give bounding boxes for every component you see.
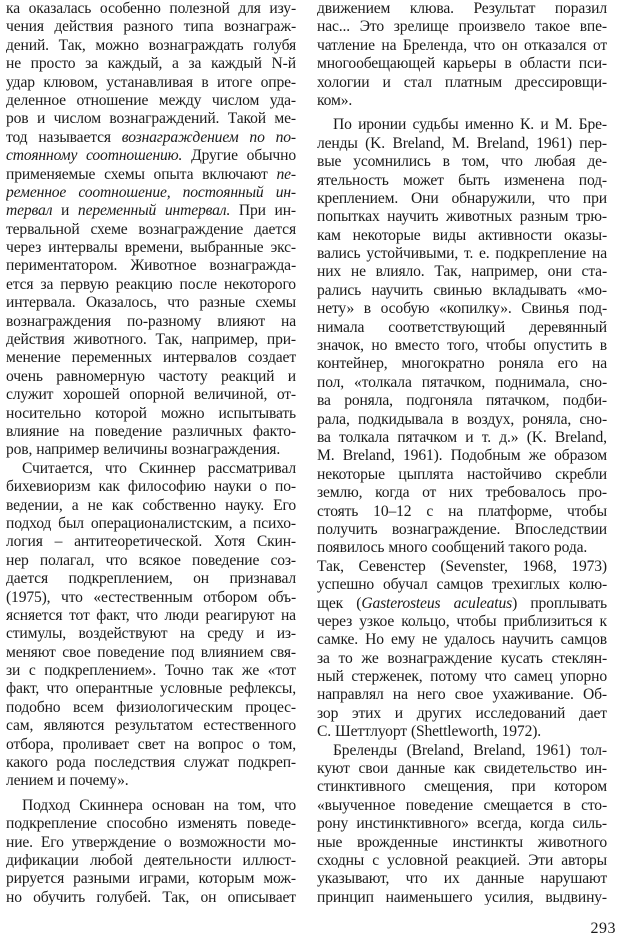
text-line: ва толкала пятачком и т. д.» (K. Breland, xyxy=(317,428,607,446)
text-line: применяемые схемы опыта включают пе- xyxy=(6,165,296,183)
text-line: зор этих и других исследований дает xyxy=(317,704,607,722)
text-line: нас... Это зрелище произвело такое впе- xyxy=(317,18,607,36)
text-line: щек (Gasterosteus aculeatus) проплывать xyxy=(317,594,607,612)
text-line: попытках научить животных разным трю- xyxy=(317,208,607,226)
text-line: M. Breland, 1961). Подобным же образом xyxy=(317,447,607,465)
text-line: деленное отношение между числом уда- xyxy=(6,91,296,109)
text-line: сходны с условной реакцией. Эти авторы xyxy=(317,851,607,869)
text-line: тервальной схеме вознаграждение дается xyxy=(6,220,296,238)
text-line: тод называется вознаграждением по по- xyxy=(6,128,296,146)
text-line: ком». xyxy=(317,91,353,109)
text-line: какого рода последствия служат подкреп- xyxy=(6,754,296,772)
text-line: подход был операционалистским, а психо- xyxy=(6,514,296,532)
text-line: самке. Но ему не удалось научить самцов xyxy=(317,631,607,649)
text-line: пол, «толкала пятачком, поднимала, сно- xyxy=(317,373,607,391)
text-line: ясняется тот факт, что люди реагируют на xyxy=(6,606,296,624)
text-line: многообещающей карьеры в области пси- xyxy=(317,55,607,73)
text-line: нету» в особую «копилку». Свинья под- xyxy=(317,300,607,318)
text-line: удар клювом, устанавливая в итоге опре- xyxy=(6,73,296,91)
text-line: ров и числом вознаграждений. Такой ме- xyxy=(6,110,296,128)
text-line: сам, являются результатом естественного xyxy=(6,717,296,735)
text-line: влияние на поведение различных факто- xyxy=(6,422,296,440)
text-line: хологии и стал платным дрессировщи- xyxy=(317,73,607,91)
text-line: кам некоторые виды активности оказы- xyxy=(317,226,607,244)
text-line: ка оказалась особенно полезной для изу- xyxy=(6,0,296,17)
text-line: рону инстинктивного» всегда, когда силь- xyxy=(317,815,607,833)
text-line: ятельность может быть изменена под- xyxy=(317,171,607,189)
text-line: бихевиоризм как философию науки о по- xyxy=(6,478,296,496)
text-line: меняют свое поведение под влиянием свя- xyxy=(6,643,296,661)
text-line: вознаграждения по-разному влияют на xyxy=(6,312,296,330)
text-line: интервала. Оказалось, что разные схемы xyxy=(6,294,296,312)
text-line: ется за первую реакцию после некоторого xyxy=(6,275,296,293)
right-text-column xyxy=(317,0,607,905)
text-line: служит хорошей опорной величиной, от- xyxy=(6,386,296,404)
text-line: тервал и переменный интервал. При ин- xyxy=(6,202,296,220)
text-line: креплением. Они обнаружили, что при xyxy=(317,189,607,207)
text-line: вые усомнились в том, что любая де- xyxy=(317,153,607,171)
text-line: подкрепление способно изменять поведе- xyxy=(6,815,296,833)
text-line: стоянному соотношению. Другие обычно xyxy=(6,147,296,165)
text-line: Подход Скиннера основан на том, что xyxy=(22,796,296,814)
text-line: ленды (K. Breland, M. Breland, 1961) пер- xyxy=(317,134,607,152)
text-line: зи с подкреплением». Точно так же «тот xyxy=(6,662,296,680)
text-line: направлял на него свое ухаживание. Об- xyxy=(317,686,607,704)
text-line: менение переменных интервалов создает xyxy=(6,349,296,367)
text-line: По иронии судьбы именно К. и М. Бре- xyxy=(333,116,607,134)
text-line: ведении, а не как собственно науку. Его xyxy=(6,496,296,514)
text-line: отбора, проливает свет на вопрос о том, xyxy=(6,735,296,753)
text-line: получить вознаграждение. Впоследствии xyxy=(317,520,607,538)
text-line: стоять 10–12 с на платформе, чтобы xyxy=(317,502,607,520)
text-line: нер полагал, что всякое поведение соз- xyxy=(6,551,296,569)
text-line: успешно обучал самцов трехиглых колю- xyxy=(317,576,607,594)
text-line: носительно которой можно испытывать xyxy=(6,404,296,422)
text-line: через интервалы времени, выбранные экс- xyxy=(6,239,296,257)
text-line: дений. Так, можно вознаграждать голубя xyxy=(6,36,296,54)
text-line: ременное соотношение, постоянный ин- xyxy=(6,183,296,201)
text-line: контейнер, многократно роняла его на xyxy=(317,355,607,373)
text-line: чения действия разного типа вознаграж- xyxy=(6,18,296,36)
text-line: вались устойчивыми, т. е. подкрепление на xyxy=(317,245,607,263)
text-line: С. Шеттлуорт (Shettleworth, 1972). xyxy=(317,723,542,741)
text-line: очень равномерную частоту реакций и xyxy=(6,367,296,385)
text-line: стинктивного смещения, при котором xyxy=(317,778,607,796)
left-text-column xyxy=(6,0,296,905)
text-line: не просто за каждый, а за каждый N-й xyxy=(6,55,296,73)
text-line: дификации любой деятельности иллюст- xyxy=(6,851,296,869)
text-line: «выученное поведение смещается в сто- xyxy=(317,796,607,814)
text-line: них не влияло. Так, например, они ста- xyxy=(317,263,607,281)
text-line: факт, что оперантные условные рефлексы, xyxy=(6,680,296,698)
text-line: действия животного. Так, например, при- xyxy=(6,331,296,349)
text-line: периментатором. Животное вознагражда- xyxy=(6,257,296,275)
text-line: принцип наименьшего усилия, выдвину- xyxy=(317,888,607,905)
text-line: рала, подкидывала в воздух, роняла, сно- xyxy=(317,410,607,428)
text-line: логия – антитеоретической. Хотя Скин- xyxy=(6,533,296,551)
text-line: подобно всем физиологическим процес- xyxy=(6,698,296,716)
text-line: ние. Его утверждение о возможности мо- xyxy=(6,833,296,851)
text-line: Бреленды (Breland, Breland, 1961) тол- xyxy=(333,741,607,759)
text-line: некоторые цыплята настойчиво скребли xyxy=(317,465,607,483)
text-line: появилось много сообщений такого рода. xyxy=(317,539,588,557)
text-line: нимала соответствующий деревянный xyxy=(317,318,607,336)
text-line: чатление на Бреленда, что он отказался от xyxy=(317,36,607,54)
text-line: стимулы, воздействуют на среду и из- xyxy=(6,625,296,643)
text-line: указывают, что их данные нарушают xyxy=(317,870,607,888)
text-line: дается подкреплением, он признавал xyxy=(6,570,296,588)
text-line: землю, когда от них требовалось про- xyxy=(317,484,607,502)
page-number: 293 xyxy=(590,920,616,937)
text-line: рались научить свинью вкладывать «мо- xyxy=(317,281,607,299)
text-line: значок, но вместо того, чтобы опустить в xyxy=(317,337,607,355)
text-line: но обучить голубей. Так, он описывает xyxy=(6,888,296,905)
text-line: ров, например величины вознаграждения. xyxy=(6,441,281,459)
text-line: за то же вознаграждение кусать стеклян- xyxy=(317,649,607,667)
text-line: (1975), что «естественным отбором объ- xyxy=(6,588,296,606)
text-line: ные врожденные инстинкты животного xyxy=(317,833,607,851)
text-line: лением и почему». xyxy=(6,772,129,790)
text-line: Считается, что Скиннер рассматривал xyxy=(22,459,296,477)
text-line: Так, Севенстер (Sevenster, 1968, 1973) xyxy=(317,557,607,575)
text-line: через узкое кольцо, чтобы приблизиться к xyxy=(317,612,607,630)
text-line: ный стерженек, потому что самец упорно xyxy=(317,668,607,686)
text-line: движением клюва. Результат поразил xyxy=(317,0,607,17)
text-line: ва роняла, подгоняла пятачком, подби- xyxy=(317,392,607,410)
text-line: куют свои данные как свидетельство ин- xyxy=(317,760,607,778)
text-line: рируется разными играми, которым мож- xyxy=(6,870,296,888)
